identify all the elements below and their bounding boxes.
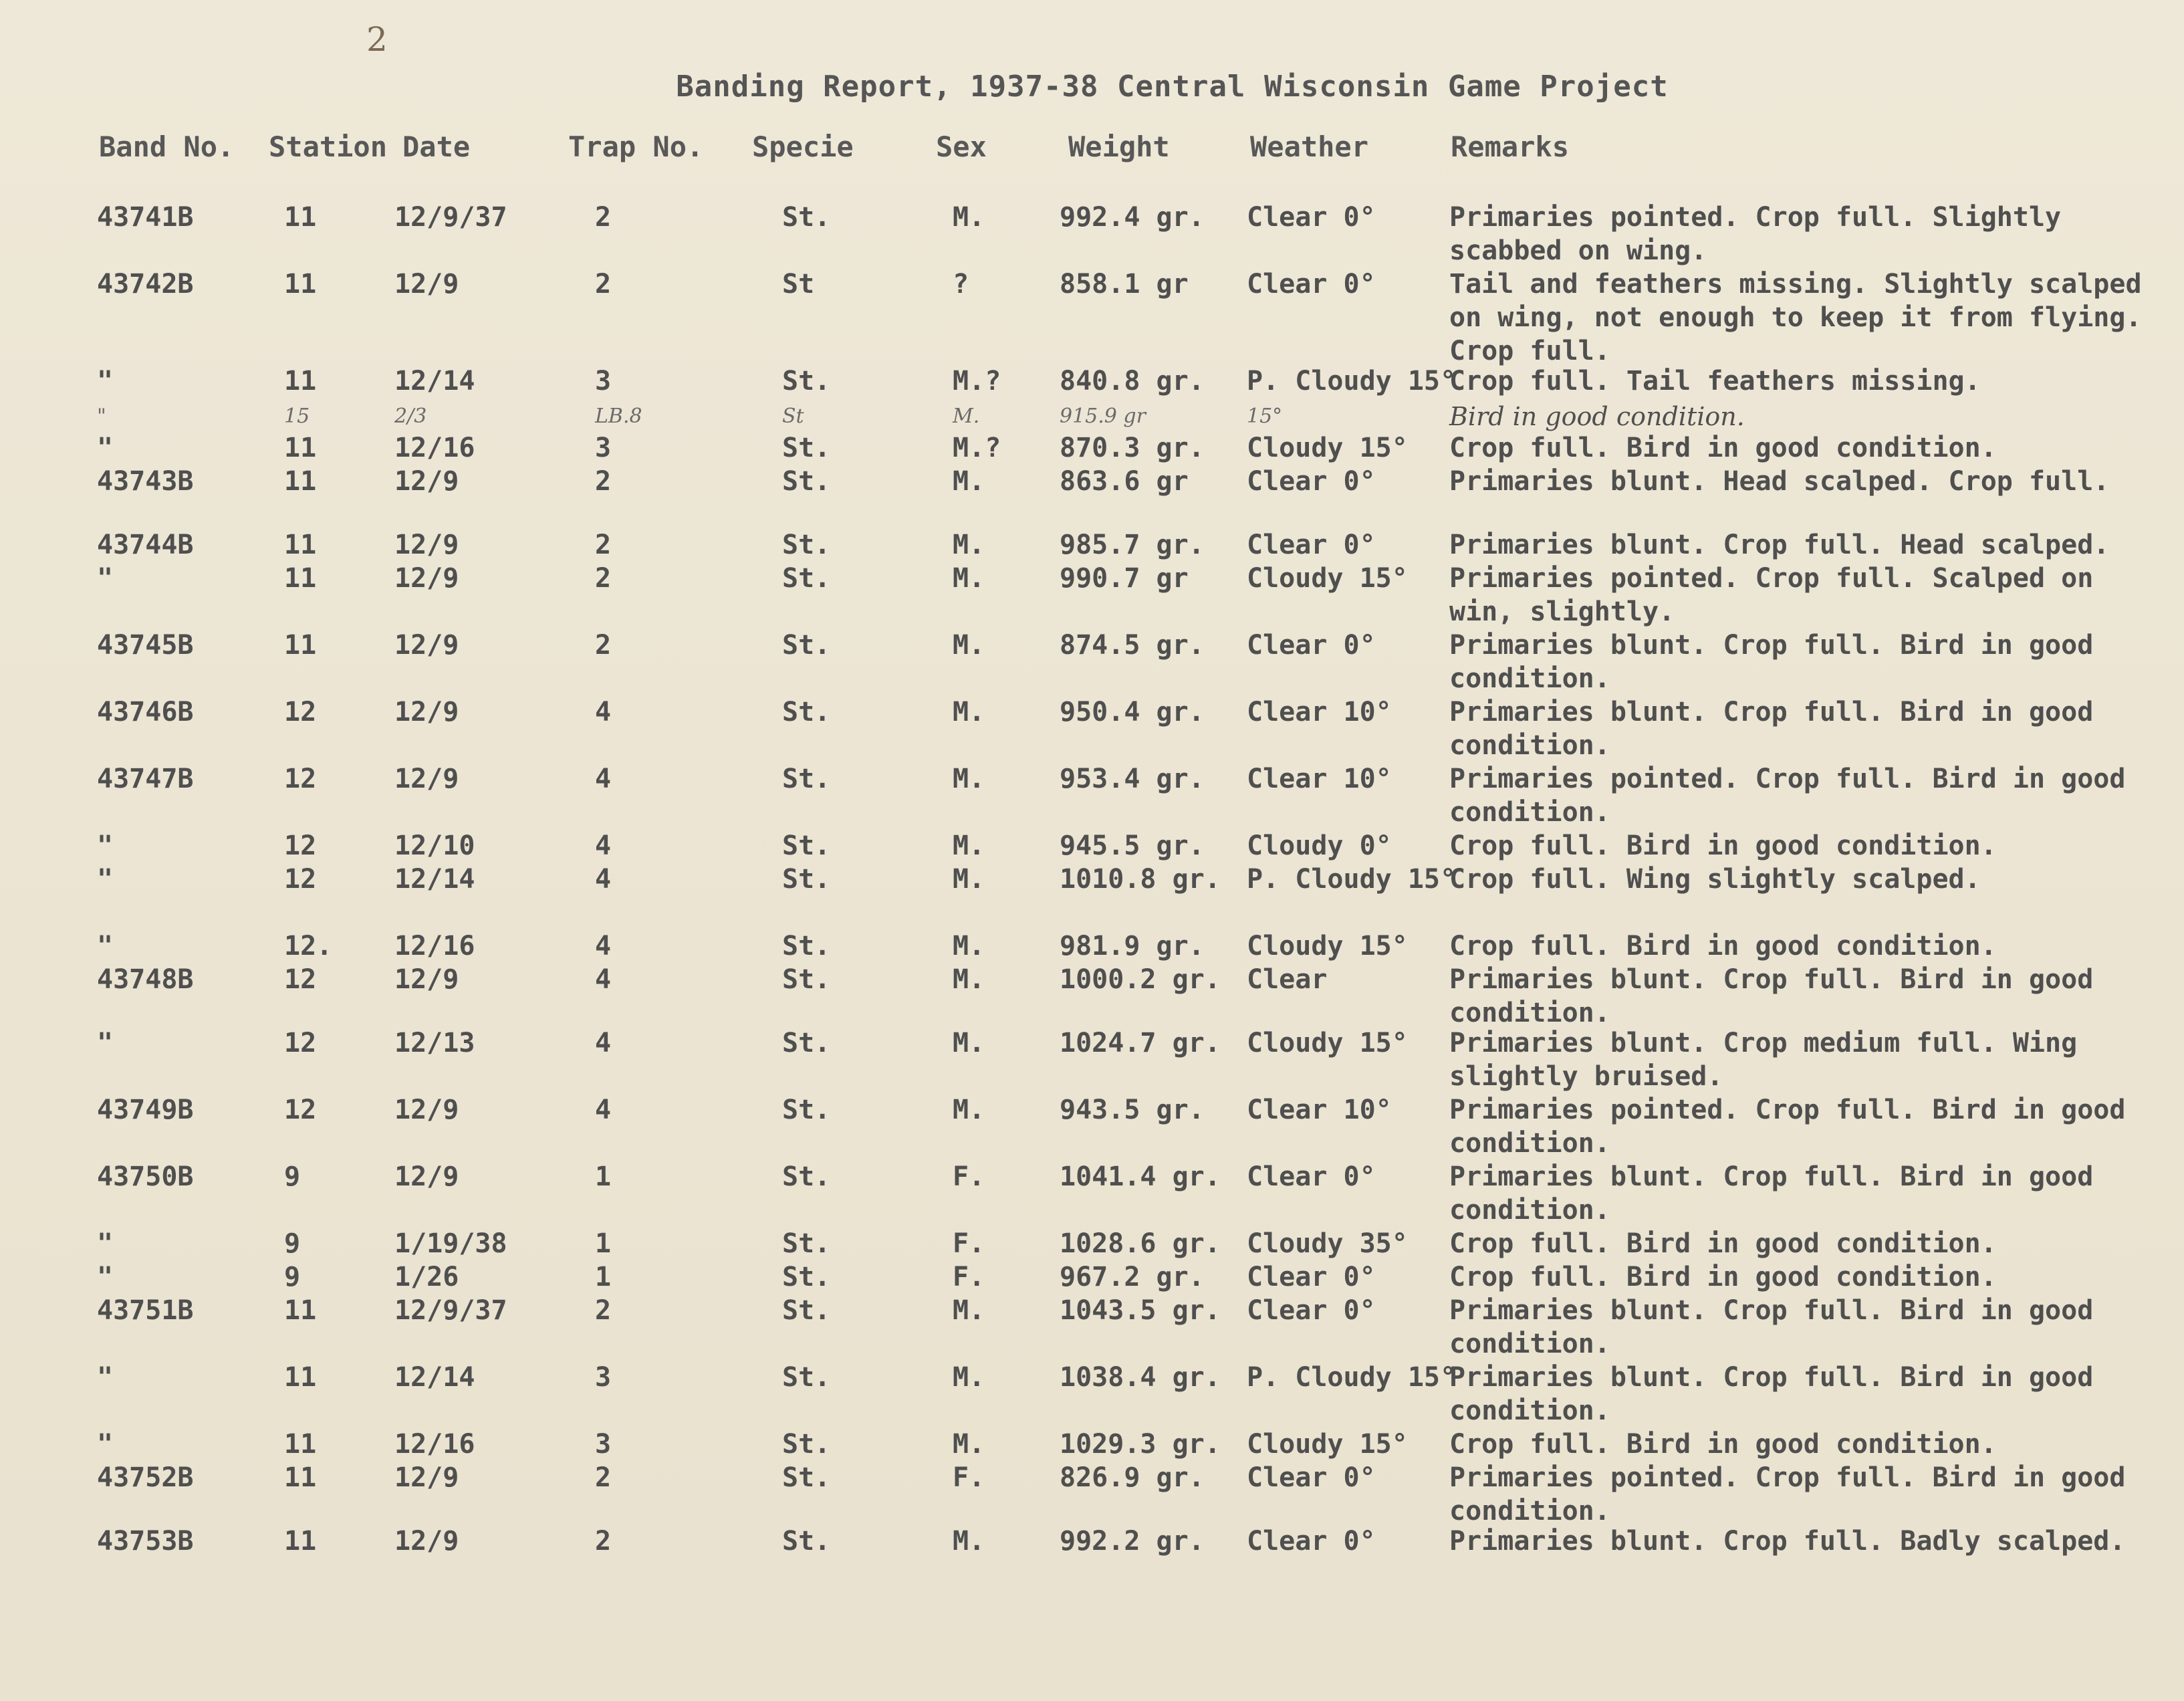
cell-weather: Clear 0° [1247,530,1376,560]
cell-band-no: " [97,864,114,895]
cell-sex: M. [953,530,985,560]
cell-weight: 950.4 gr. [1060,697,1205,727]
cell-weather: Clear 0° [1247,466,1376,497]
cell-date: 12/9 [394,630,459,661]
cell-trap-no: 2 [595,466,612,497]
cell-weather: Clear 10° [1247,764,1392,794]
cell-band-no: 43746B [97,697,194,727]
cell-band-no: 43743B [97,466,194,497]
cell-weight: 967.2 gr. [1060,1262,1205,1292]
cell-station: 12 [284,1095,317,1125]
cell-sex: M. [953,1362,985,1393]
cell-weight: 826.9 gr. [1060,1462,1205,1493]
cell-remarks: Primaries blunt. Crop full. Bird in good condition. [1449,1295,2094,1359]
cell-sex: M. [953,630,985,661]
cell-station: 11 [284,1362,317,1393]
cell-specie: St. [782,202,831,233]
cell-weight: 992.4 gr. [1060,202,1205,233]
cell-band-no: " [97,931,114,961]
cell-trap-no: 2 [595,1462,612,1493]
cell-date: 12/9 [394,1095,459,1125]
cell-weight: 992.2 gr. [1060,1526,1205,1557]
cell-remarks: Primaries pointed. Crop full. Bird in good condition. [1449,764,2126,828]
cell-weather: Clear 0° [1247,1262,1376,1292]
cell-band-no: " [97,1228,114,1259]
cell-sex: M. [953,1429,985,1460]
cell-station: 11 [284,433,317,463]
cell-remarks: Primaries blunt. Head scalped. Crop full. [1449,466,2110,497]
cell-sex: M. [953,964,985,995]
cell-station: 12 [284,764,317,794]
cell-sex: M. [953,864,985,895]
cell-station: 11 [284,630,317,661]
cell-band-no: 43750B [97,1161,194,1192]
cell-sex: F. [953,1228,985,1259]
cell-band-no: 43748B [97,964,194,995]
cell-date: 12/16 [394,1429,475,1460]
cell-station: 12 [284,830,317,861]
cell-specie: St [782,269,815,300]
header-band-no: Band No. [99,130,235,163]
cell-specie: St. [782,830,831,861]
cell-specie: St. [782,1429,831,1460]
cell-remarks: Crop full. Bird in good condition. [1449,931,1997,961]
report-title: Banding Report, 1937-38 Central Wisconsin Game Project [676,70,1669,104]
cell-weather: Clear 0° [1247,630,1376,661]
cell-date: 12/9 [394,466,459,497]
cell-specie: St. [782,1526,831,1557]
cell-trap-no: 2 [595,202,612,233]
header-specie: Specie [752,130,854,163]
cell-weight: 990.7 gr [1060,563,1189,594]
cell-band-no: " [97,1429,114,1460]
cell-weather: P. Cloudy 15° [1247,366,1457,396]
cell-weather: Cloudy 15° [1247,931,1408,961]
cell-station: 11 [284,366,317,396]
cell-remarks: Primaries pointed. Crop full. Slightly scabbed on wing. [1449,202,2062,266]
cell-date: 12/9 [394,1526,459,1557]
cell-sex: M. [953,1295,985,1326]
cell-date: 12/9 [394,964,459,995]
cell-trap-no: 2 [595,1526,612,1557]
cell-weight: 981.9 gr. [1060,931,1205,961]
cell-remarks: Primaries blunt. Crop full. Badly scalped. [1449,1526,2126,1557]
cell-specie: St. [782,931,831,961]
cell-sex: M. [953,931,985,961]
cell-specie: St. [782,530,831,560]
cell-specie: St. [782,366,831,396]
cell-band-no: " [97,1028,114,1058]
cell-trap-no: 2 [595,269,612,300]
cell-weight: 945.5 gr. [1060,830,1205,861]
cell-band-no: 43747B [97,764,194,794]
cell-specie: St. [782,1295,831,1326]
cell-station: 11 [284,1295,317,1326]
cell-trap-no: 4 [595,964,612,995]
cell-station: 12 [284,697,317,727]
cell-remarks: Primaries blunt. Crop full. Head scalped. [1449,530,2110,560]
cell-weight: 1041.4 gr. [1060,1161,1221,1192]
cell-sex: F. [953,1262,985,1292]
cell-weight: 863.6 gr [1060,466,1189,497]
header-weight: Weight [1068,130,1170,163]
cell-weather: Clear [1247,964,1328,995]
cell-date: 12/13 [394,1028,475,1058]
cell-specie: St. [782,1161,831,1192]
cell-specie: St. [782,697,831,727]
cell-band-no: " [97,366,114,396]
header-trap-no: Trap No. [568,130,704,163]
cell-remarks: Crop full. Bird in good condition. [1449,830,1997,861]
cell-sex: M.? [953,366,1001,396]
cell-band-no: " [97,1262,114,1292]
cell-weight: 915.9 gr [1060,405,1146,428]
cell-date: 2/3 [394,405,427,428]
cell-trap-no: 1 [595,1161,612,1192]
cell-trap-no: 3 [595,1429,612,1460]
cell-trap-no: 2 [595,630,612,661]
cell-weight: 858.1 gr [1060,269,1189,300]
cell-band-no: " [97,405,106,428]
cell-specie: St. [782,1028,831,1058]
cell-date: 12/16 [394,433,475,463]
cell-date: 12/9 [394,269,459,300]
cell-station: 11 [284,1526,317,1557]
cell-station: 11 [284,563,317,594]
cell-specie: St. [782,764,831,794]
cell-weight: 1028.6 gr. [1060,1228,1221,1259]
cell-station: 15 [284,405,310,428]
cell-band-no: 43742B [97,269,194,300]
cell-date: 12/9 [394,1462,459,1493]
cell-weather: Clear 0° [1247,202,1376,233]
cell-trap-no: 4 [595,764,612,794]
cell-station: 12 [284,864,317,895]
cell-sex: M. [953,202,985,233]
cell-specie: St. [782,1228,831,1259]
cell-station: 11 [284,202,317,233]
cell-sex: M. [953,830,985,861]
cell-specie: St. [782,1362,831,1393]
cell-remarks: Primaries pointed. Crop full. Bird in good condition. [1449,1462,2126,1526]
cell-remarks: Primaries blunt. Crop full. Bird in good condition. [1449,1161,2094,1226]
cell-specie: St. [782,1095,831,1125]
cell-date: 12/14 [394,864,475,895]
cell-band-no: 43744B [97,530,194,560]
cell-weight: 1029.3 gr. [1060,1429,1221,1460]
cell-sex: M. [953,563,985,594]
cell-remarks: Primaries blunt. Crop medium full. Wing slightly bruised. [1449,1028,2078,1092]
cell-band-no: 43752B [97,1462,194,1493]
cell-remarks: Crop full. Bird in good condition. [1449,1429,1997,1460]
cell-weather: Clear 0° [1247,1462,1376,1493]
cell-date: 12/9 [394,764,459,794]
cell-remarks: Primaries blunt. Crop full. Bird in good condition. [1449,630,2094,694]
cell-weight: 1000.2 gr. [1060,964,1221,995]
cell-weight: 1024.7 gr. [1060,1028,1221,1058]
cell-band-no: " [97,1362,114,1393]
cell-remarks: Bird in good condition. [1449,402,1745,431]
cell-trap-no: LB.8 [595,405,642,428]
cell-band-no: " [97,563,114,594]
cell-specie: St. [782,563,831,594]
cell-date: 12/9 [394,530,459,560]
cell-weather: P. Cloudy 15° [1247,864,1457,895]
cell-station: 12 [284,964,317,995]
cell-remarks: Crop full. Wing slightly scalped. [1449,864,1981,895]
cell-sex: F. [953,1462,985,1493]
cell-sex: M. [953,405,980,428]
cell-weight: 874.5 gr. [1060,630,1205,661]
cell-date: 1/19/38 [394,1228,507,1259]
cell-station: 9 [284,1161,301,1192]
cell-specie: St [782,405,804,428]
cell-remarks: Crop full. Bird in good condition. [1449,433,1997,463]
cell-remarks: Primaries blunt. Crop full. Bird in good condition. [1449,1362,2094,1426]
cell-sex: M. [953,764,985,794]
cell-band-no: 43751B [97,1295,194,1326]
cell-remarks: Crop full. Bird in good condition. [1449,1228,1997,1259]
header-sex: Sex [936,130,987,163]
cell-trap-no: 2 [595,1295,612,1326]
cell-sex: F. [953,1161,985,1192]
header-date: Date [402,130,471,163]
cell-sex: M. [953,697,985,727]
cell-station: 11 [284,1462,317,1493]
cell-date: 12/14 [394,1362,475,1393]
cell-band-no: 43741B [97,202,194,233]
cell-trap-no: 3 [595,366,612,396]
cell-specie: St. [782,964,831,995]
cell-specie: St. [782,630,831,661]
cell-trap-no: 2 [595,530,612,560]
cell-sex: M. [953,1526,985,1557]
cell-sex: M.? [953,433,1001,463]
cell-date: 12/9 [394,1161,459,1192]
cell-trap-no: 4 [595,1028,612,1058]
cell-date: 12/9/37 [394,1295,507,1326]
cell-weather: 15° [1247,405,1283,428]
cell-weight: 1038.4 gr. [1060,1362,1221,1393]
cell-weight: 953.4 gr. [1060,764,1205,794]
cell-weather: P. Cloudy 15° [1247,1362,1457,1393]
cell-trap-no: 3 [595,1362,612,1393]
cell-trap-no: 4 [595,1095,612,1125]
cell-remarks: Crop full. Tail feathers missing. [1449,366,1981,396]
cell-sex: ? [953,269,969,300]
cell-weather: Clear 10° [1247,697,1392,727]
cell-weather: Cloudy 15° [1247,1028,1408,1058]
header-weather: Weather [1250,130,1369,163]
cell-weather: Cloudy 15° [1247,563,1408,594]
cell-weather: Cloudy 15° [1247,433,1408,463]
cell-weather: Clear 0° [1247,1295,1376,1326]
cell-weight: 870.3 gr. [1060,433,1205,463]
cell-weather: Clear 0° [1247,1526,1376,1557]
cell-remarks: Primaries blunt. Crop full. Bird in good condition. [1449,964,2094,1028]
cell-station: 11 [284,466,317,497]
cell-station: 12. [284,931,333,961]
header-remarks: Remarks [1451,130,1570,163]
cell-station: 9 [284,1228,301,1259]
cell-band-no: " [97,830,114,861]
cell-station: 11 [284,1429,317,1460]
cell-trap-no: 1 [595,1228,612,1259]
cell-remarks: Primaries pointed. Crop full. Scalped on win, slightly. [1449,563,2094,627]
cell-remarks: Crop full. Bird in good condition. [1449,1262,1997,1292]
header-station: Station [269,130,388,163]
cell-station: 9 [284,1262,301,1292]
cell-trap-no: 4 [595,864,612,895]
cell-date: 1/26 [394,1262,459,1292]
cell-weather: Cloudy 15° [1247,1429,1408,1460]
cell-trap-no: 3 [595,433,612,463]
cell-band-no: 43749B [97,1095,194,1125]
cell-trap-no: 4 [595,697,612,727]
cell-band-no: 43745B [97,630,194,661]
cell-station: 11 [284,530,317,560]
cell-trap-no: 2 [595,563,612,594]
cell-weather: Cloudy 0° [1247,830,1392,861]
cell-date: 12/9 [394,697,459,727]
cell-trap-no: 1 [595,1262,612,1292]
cell-weather: Clear 0° [1247,1161,1376,1192]
cell-sex: M. [953,1028,985,1058]
cell-band-no: " [97,433,114,463]
cell-weight: 1043.5 gr. [1060,1295,1221,1326]
cell-weight: 840.8 gr. [1060,366,1205,396]
cell-sex: M. [953,466,985,497]
cell-specie: St. [782,433,831,463]
cell-date: 12/10 [394,830,475,861]
cell-specie: St. [782,1462,831,1493]
cell-date: 12/14 [394,366,475,396]
cell-sex: M. [953,1095,985,1125]
cell-specie: St. [782,864,831,895]
cell-date: 12/9/37 [394,202,507,233]
cell-remarks: Primaries pointed. Crop full. Bird in good condition. [1449,1095,2126,1159]
cell-weight: 985.7 gr. [1060,530,1205,560]
cell-specie: St. [782,466,831,497]
cell-weather: Clear 10° [1247,1095,1392,1125]
cell-station: 11 [284,269,317,300]
cell-band-no: 43753B [97,1526,194,1557]
cell-trap-no: 4 [595,931,612,961]
cell-remarks: Primaries blunt. Crop full. Bird in good condition. [1449,697,2094,761]
cell-remarks: Tail and feathers missing. Slightly scalped on wing, not enough to keep it from flying. Crop full. [1449,269,2142,366]
cell-weather: Cloudy 35° [1247,1228,1408,1259]
cell-trap-no: 4 [595,830,612,861]
cell-station: 12 [284,1028,317,1058]
cell-weather: Clear 0° [1247,269,1376,300]
cell-specie: St. [782,1262,831,1292]
page-number: 2 [366,20,388,59]
cell-date: 12/9 [394,563,459,594]
cell-weight: 943.5 gr. [1060,1095,1205,1125]
cell-weight: 1010.8 gr. [1060,864,1221,895]
cell-date: 12/16 [394,931,475,961]
